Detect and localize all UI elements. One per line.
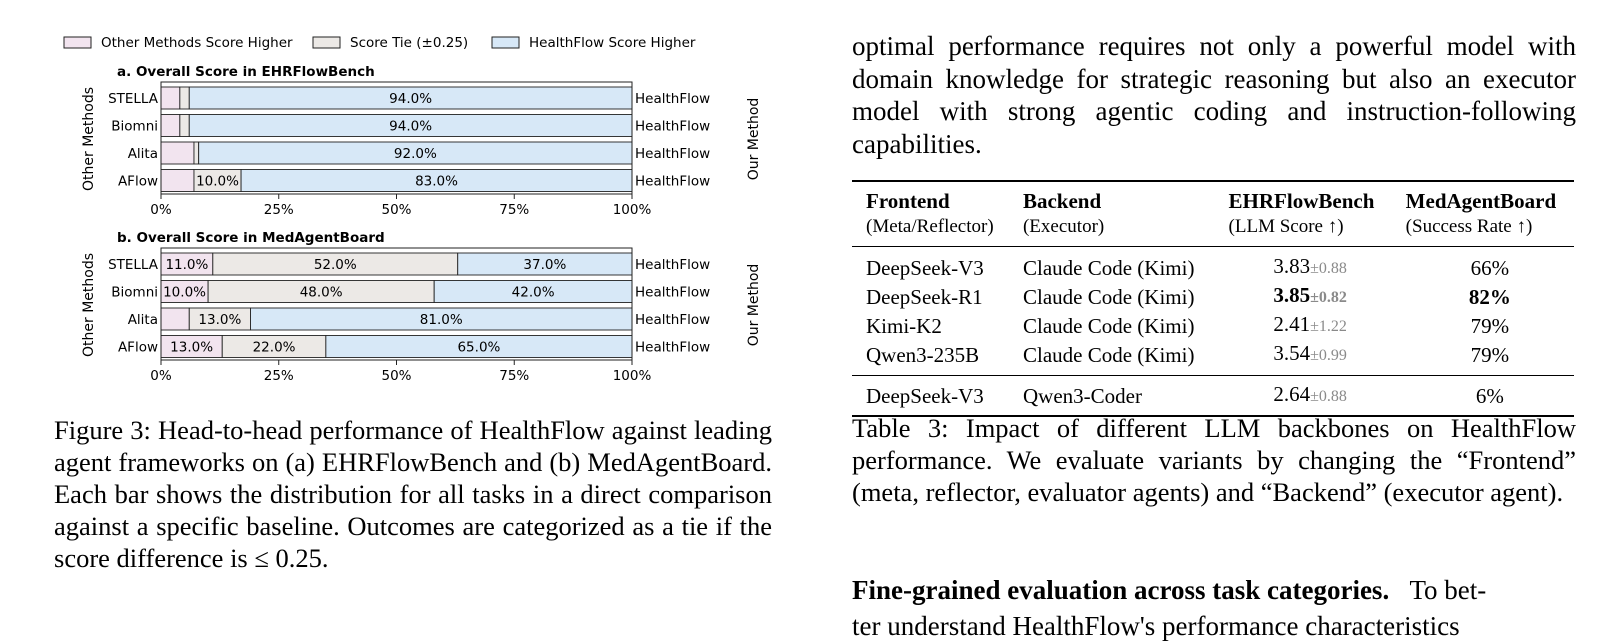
data-label: 94.0% (389, 91, 433, 107)
right-category-label: HealthFlow (635, 118, 711, 135)
cell-frontend: DeepSeek-V3 (852, 376, 1009, 417)
data-label: 37.0% (523, 257, 567, 273)
heading-bold: Fine-grained evaluation across task categories. (852, 575, 1390, 605)
x-tick-label: 50% (381, 368, 412, 384)
bar-segment (194, 142, 199, 164)
bar-segment (180, 87, 189, 109)
panel-title: a. Overall Score in EHRFlowBench (117, 64, 375, 80)
bar-segment (161, 115, 180, 137)
table-row (852, 311, 1574, 340)
category-label: AFlow (117, 173, 158, 190)
cell-score (1215, 376, 1392, 417)
cell-score (1215, 311, 1392, 340)
x-tick-label: 25% (263, 368, 294, 384)
cut-off-line: ter understand HealthFlow's performance characteristics (852, 611, 1460, 641)
x-tick-label: 100% (612, 368, 652, 384)
cell-backend: Claude Code (Kimi) (1022, 255, 1195, 280)
data-label: 10.0% (163, 284, 206, 301)
cell-score (1215, 340, 1392, 376)
panel-b-medagentboard (108, 230, 710, 384)
cell-frontend: Qwen3-235B (852, 340, 1009, 376)
x-tick-label: 50% (381, 202, 412, 218)
x-tick-label: 25% (263, 202, 294, 218)
score-value: 3.54 (1273, 341, 1311, 365)
data-label: 10.0% (196, 173, 239, 190)
score-std: ±0.88 (1310, 260, 1347, 277)
body-paragraph: optimal performance requires not only a powerful model with domain knowledge for strategic reasoning but also an executor model with strong agentic coding and instruction-following capabilities. (852, 31, 1576, 159)
x-tick-label: 100% (612, 202, 652, 218)
legend-label: Score Tie (±0.25) (350, 35, 469, 51)
header-backend: Backend (1009, 181, 1215, 214)
category-label: STELLA (108, 257, 158, 273)
section-heading (852, 574, 1576, 606)
table-row (852, 247, 1574, 283)
category-label: Alita (127, 146, 158, 162)
category-label: STELLA (108, 91, 158, 107)
subheader-backend: (Executor) (1009, 214, 1215, 247)
legend-label: Other Methods Score Higher (101, 35, 293, 51)
score-std: ±0.82 (1310, 289, 1347, 306)
panel-a-ehrflowbench (108, 64, 710, 218)
figure-caption: Figure 3: Head-to-head performance of HealthFlow against leading agent frameworks on (a) EHRFlowBench and (b) MedAgentBoard. Each bar shows the distribution for all tasks in a direct comparison against a specific baseline. Outcomes are categorized as a tie if the score difference is ≤ 0.25. (54, 415, 772, 573)
bar-segment (161, 170, 194, 192)
left-axis-label: Other Methods (81, 252, 97, 358)
category-label: Biomni (111, 284, 158, 301)
score-value: 2.41 (1273, 312, 1311, 336)
data-label: 42.0% (511, 284, 555, 301)
cell-score (1215, 247, 1392, 283)
figure-3-chart (0, 0, 800, 400)
x-tick-label: 0% (150, 202, 172, 218)
right-axis-label: Our Method (746, 263, 762, 347)
subheader-frontend: (Meta/Reflector) (852, 214, 1009, 247)
data-label: 81.0% (419, 312, 463, 328)
data-label: 22.0% (252, 339, 296, 356)
right-category-label: HealthFlow (635, 312, 711, 328)
cell-frontend: DeepSeek-R1 (866, 284, 983, 309)
category-label: AFlow (117, 339, 158, 356)
cell-frontend: DeepSeek-V3 (866, 255, 984, 280)
data-label: 92.0% (393, 146, 437, 162)
data-label: 13.0% (198, 312, 242, 328)
legend-swatch (64, 37, 91, 48)
legend-swatch (313, 37, 340, 48)
data-label: 11.0% (165, 257, 209, 273)
category-label: Alita (127, 312, 158, 328)
score-std: ±1.22 (1310, 318, 1347, 335)
x-tick-label: 75% (499, 368, 530, 384)
table-row (852, 340, 1574, 376)
results-table (852, 180, 1574, 417)
legend-label: HealthFlow Score Higher (529, 35, 696, 51)
score-std: ±0.99 (1310, 347, 1347, 364)
cell-backend: Qwen3-Coder (1009, 376, 1215, 417)
cell-rate: 79% (1470, 313, 1510, 338)
cell-frontend: Kimi-K2 (866, 313, 942, 338)
score-value: 3.85 (1273, 283, 1311, 307)
left-axis-label: Other Methods (81, 86, 97, 192)
right-axis-label: Our Method (746, 97, 762, 181)
subheader-ehrflowbench: (LLM Score ↑) (1215, 214, 1392, 247)
chart-legend (64, 35, 696, 51)
data-label: 13.0% (170, 339, 214, 356)
score-value: 2.64 (1273, 382, 1311, 406)
data-label: 94.0% (389, 118, 433, 135)
table-caption: Table 3: Impact of different LLM backbones on HealthFlow performance. We evaluate variants by changing the “Frontend” (meta, reflector, evaluator agents) and “Backend” (executor agent). (852, 413, 1576, 507)
cell-backend: Claude Code (Kimi) (1022, 284, 1195, 309)
cell-rate: 6% (1392, 376, 1574, 417)
data-label: 48.0% (299, 284, 343, 301)
right-category-label: HealthFlow (635, 339, 711, 356)
cell-rate: 66% (1470, 255, 1510, 280)
cell-score (1215, 282, 1392, 311)
header-medagentboard: MedAgentBoard (1392, 181, 1574, 214)
legend-swatch (492, 37, 519, 48)
data-label: 65.0% (457, 339, 501, 356)
cell-rate: 79% (1392, 340, 1574, 376)
bar-segment (161, 87, 180, 109)
bar-segment (161, 308, 189, 330)
x-tick-label: 75% (499, 202, 530, 218)
subheader-medagentboard: (Success Rate ↑) (1392, 214, 1574, 247)
cell-backend: Claude Code (Kimi) (1009, 340, 1215, 376)
score-std: ±0.88 (1310, 388, 1347, 405)
right-category-label: HealthFlow (635, 146, 711, 162)
x-tick-label: 0% (150, 368, 172, 384)
table-row (852, 282, 1574, 311)
heading-text: To bet- (1409, 575, 1487, 605)
right-category-label: HealthFlow (635, 257, 711, 273)
score-value: 3.83 (1273, 254, 1311, 278)
cell-backend: Claude Code (Kimi) (1022, 313, 1195, 338)
data-label: 52.0% (313, 257, 357, 273)
bar-segment (161, 142, 194, 164)
right-category-label: HealthFlow (635, 284, 711, 301)
cell-rate: 82% (1468, 284, 1511, 309)
table-row (852, 376, 1574, 417)
header-ehrflowbench: EHRFlowBench (1215, 181, 1392, 214)
data-label: 83.0% (415, 173, 458, 190)
right-category-label: HealthFlow (635, 173, 711, 190)
right-category-label: HealthFlow (635, 91, 711, 107)
bar-segment (180, 115, 189, 137)
header-frontend: Frontend (852, 181, 1009, 214)
category-label: Biomni (111, 118, 158, 135)
panel-title: b. Overall Score in MedAgentBoard (117, 230, 385, 246)
